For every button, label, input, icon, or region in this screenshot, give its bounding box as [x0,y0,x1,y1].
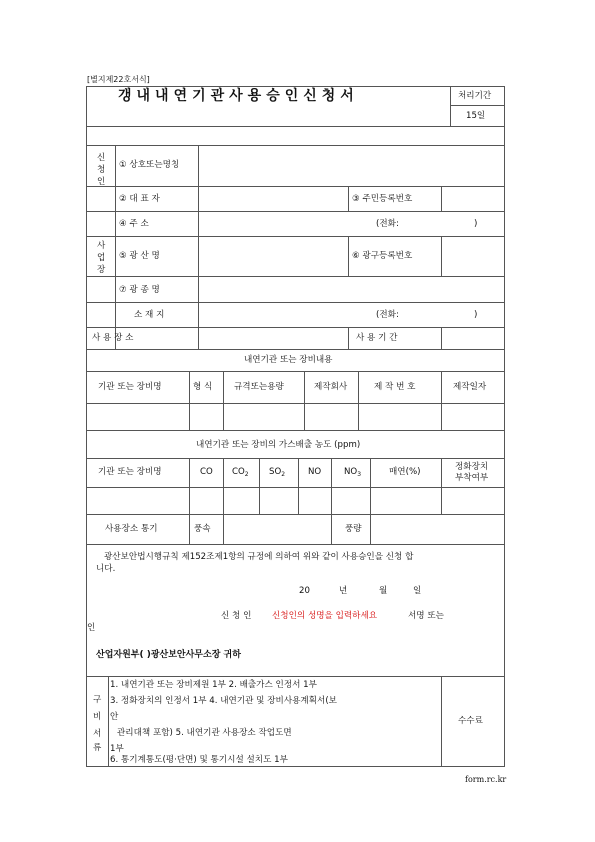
applicant-group-1: 신 [97,153,106,163]
equipment-header-serial: 제 작 번 호 [374,382,416,392]
ventilation-speed-label: 풍속 [194,524,211,534]
gas-header-co: CO [200,467,213,477]
address-phone-close: ) [474,219,478,229]
line [331,514,332,544]
processing-period: 15일 [466,111,486,121]
name-label: ① 상호또는명칭 [119,160,180,170]
addressee: 산업자원부( )광산보안사무소장 귀하 [96,650,241,660]
line [86,126,505,127]
line [86,211,505,212]
attachment-line-6: 6. 통기계통도(평·단면) 및 통기시설 설치도 1부 [110,755,288,765]
line [189,514,190,544]
mine-name-label: ⑤ 광 산 명 [119,251,160,261]
sign-suffix-seal: 인 [87,623,96,633]
form-number: [별지제22호서식] [87,75,150,84]
line [331,458,332,514]
representative-field[interactable] [200,188,346,209]
line [441,371,442,430]
equipment-header-type: 형 식 [193,382,213,392]
line [259,458,260,514]
sign-suffix: 서명 또는 [408,611,444,621]
line [441,458,442,514]
line [348,236,349,276]
declaration-line-1: 광산보안법시행규칙 제152조제1항의 규정에 의하여 위와 같이 사용승인을 신청 합 [104,552,414,562]
line [370,514,371,544]
line [86,487,505,488]
gas-header-name: 기관 또는 장비명 [98,467,162,477]
date-month-unit: 월 [379,586,388,596]
representative-label: ② 대 표 자 [119,194,160,204]
fee-label: 수수료 [458,716,483,726]
gas-header-purifier-1: 정화장치 [455,462,489,472]
applicant-group-2: 청 [97,165,106,175]
line [86,276,505,277]
attachments-group-2: 비 [93,712,102,722]
line [441,236,442,276]
line [441,676,442,767]
line [115,145,116,349]
line [86,302,505,303]
usage-place-label: 사 용 장 소 [92,333,134,343]
mineral-label: ⑦ 광 종 명 [119,285,160,295]
line [189,371,190,430]
line [86,186,505,187]
address-label: ④ 주 소 [119,219,149,229]
line [86,403,505,404]
gas-header-no3: $NO_3$ [344,467,362,478]
gas-header-smoke: 매연(%) [389,467,421,477]
equipment-header-spec: 규격또는용량 [234,382,284,392]
mine-no-field[interactable] [443,238,502,274]
location-label: 소 재 지 [134,310,165,320]
attachments-group-4: 류 [93,743,102,753]
location-phone-label: (전화: [376,310,399,320]
gas-header-purifier-2: 부착여부 [455,473,489,483]
line [86,430,505,431]
usage-period-label: 사 용 기 간 [356,333,398,343]
date-year: 20 [299,586,310,596]
line [86,327,505,328]
equipment-header-date: 제작일자 [453,382,487,392]
attachments-group-3: 서 [93,729,102,739]
line [86,544,505,545]
line [441,186,442,211]
line [86,236,505,237]
location-phone-close: ) [474,310,478,320]
frame-bottom [86,766,505,767]
gas-header-no: NO [308,467,322,477]
date-year-unit: 년 [339,586,348,596]
ventilation-label: 사용장소 통기 [105,524,158,534]
frame-left [86,86,87,767]
attachment-line-2: 3. 정화장치의 인정서 1부 4. 내연기관 및 장비사용계획서(보 [110,696,337,706]
attachment-line-1: 1. 내연기관 또는 장비제원 1부 2. 배출가스 인정서 1부 [110,680,317,690]
line [450,105,505,106]
site-group-3: 장 [97,265,106,275]
attachment-line-5: 1부 [110,744,124,754]
site-group-1: 사 [97,241,106,251]
gas-header-co2: $CO_2$ [232,467,249,478]
name-field[interactable] [200,147,502,184]
line [298,458,299,514]
line [189,458,190,514]
line [86,458,505,459]
applicant-group-3: 인 [97,177,106,187]
line [108,676,109,767]
line [441,327,442,349]
line [223,514,224,544]
line [304,371,305,430]
declaration-line-2: 니다. [96,564,116,574]
processing-label: 처리기간 [458,91,492,101]
equipment-header-maker: 제작회사 [314,382,348,392]
rrn-field[interactable] [443,188,502,209]
signer-label: 신 청 인 [221,611,252,621]
attachment-line-4: 관리대책 포함) 5. 내연기관 사용장소 작업도면 [117,728,292,738]
gas-header-so2: $SO_2$ [269,467,286,478]
line [86,371,505,372]
line [86,145,505,146]
footer-source: form.rc.kr [465,775,507,784]
line [358,371,359,430]
signer-name-input[interactable]: 신청인의 성명을 입력하세요 [272,611,378,621]
equipment-header-name: 기관 또는 장비명 [98,382,162,392]
address-phone-label: (전화: [376,219,399,229]
equipment-section-title: 내연기관 또는 장비내용 [244,355,333,365]
rrn-label: ③ 주민등록번호 [352,194,413,204]
mine-name-field[interactable] [200,238,346,274]
gas-section-title: 내연기관 또는 장비의 가스배출 농도 (ppm) [196,440,361,450]
line [198,145,199,349]
attachments-group-1: 구 [93,695,102,705]
processing-divider [450,86,451,127]
line [348,327,349,349]
ventilation-volume-label: 풍량 [345,524,362,534]
line [370,458,371,514]
attachment-line-3: 안 [110,712,119,722]
date-day-unit: 일 [413,586,422,596]
line [348,186,349,211]
line [86,676,505,677]
frame-right [504,86,505,767]
site-group-2: 업 [97,253,106,263]
frame-top [86,86,505,87]
line [223,371,224,430]
line [86,349,505,350]
form-title: 갱내내연기관사용승인신청서 [118,88,359,104]
mine-no-label: ⑥ 광구등록번호 [352,251,413,261]
line [86,514,505,515]
line [223,458,224,514]
